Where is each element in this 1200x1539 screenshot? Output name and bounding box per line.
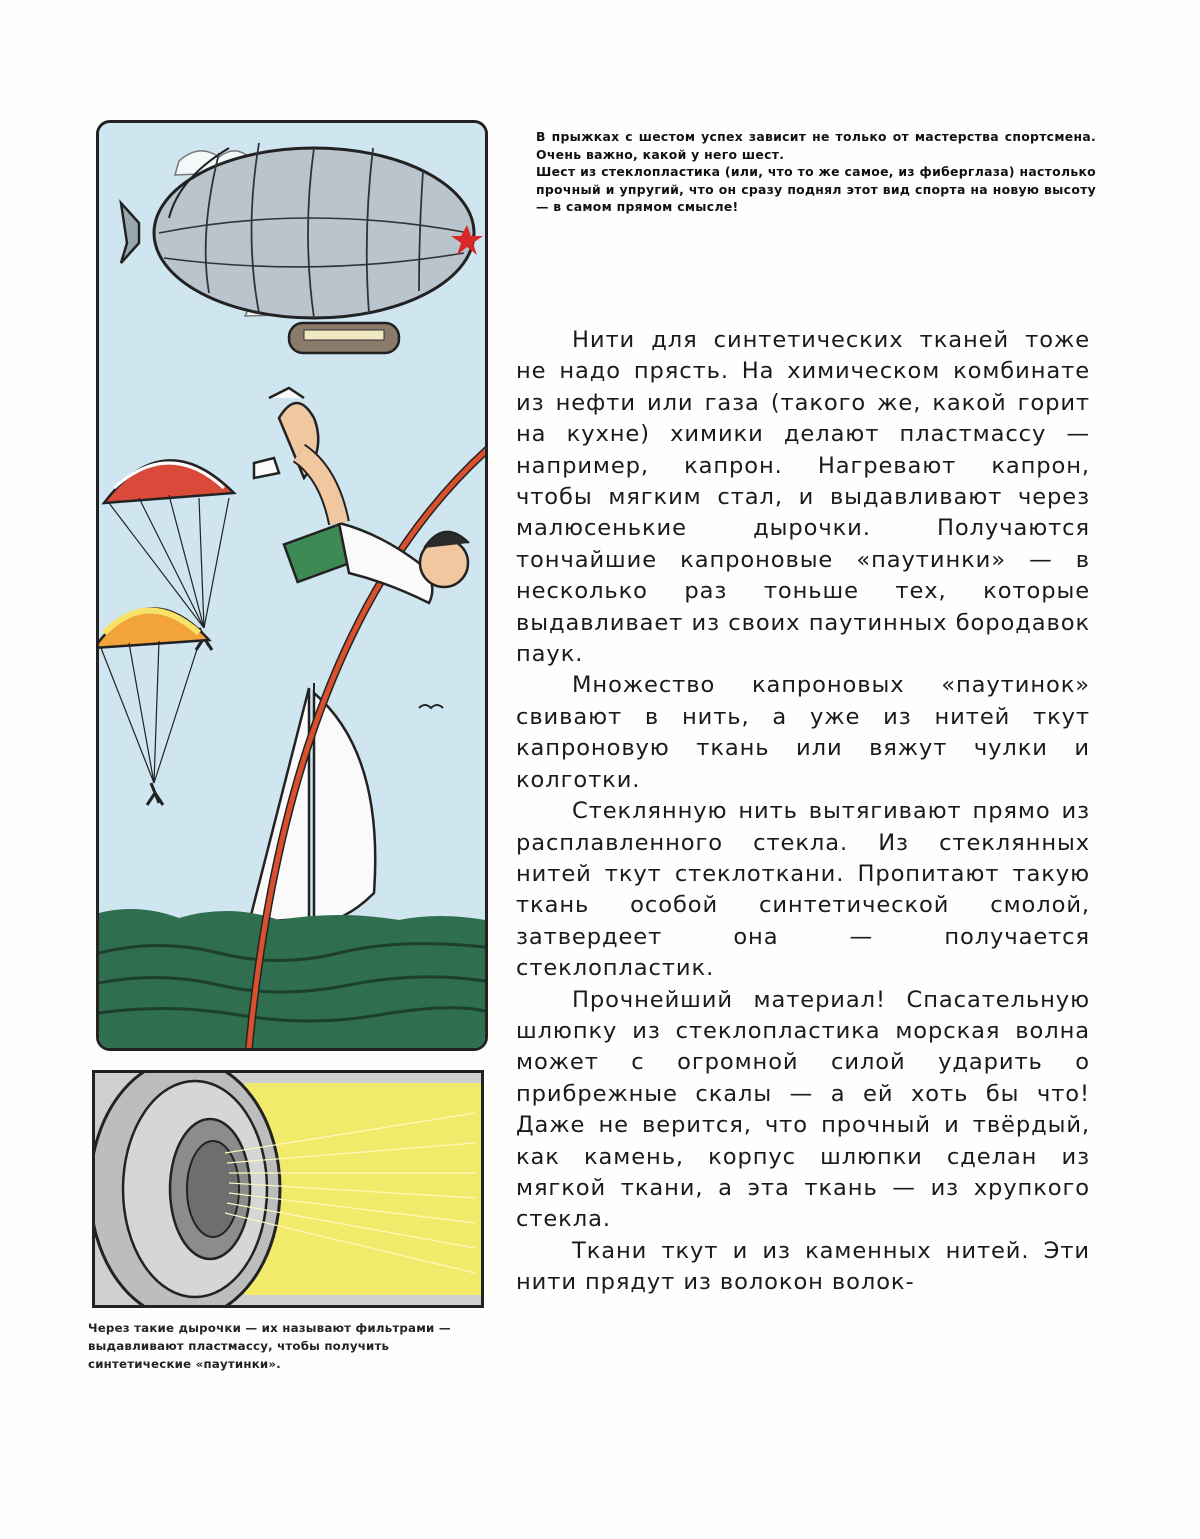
- body-text: [516, 325, 1090, 1299]
- paragraph: Ткани ткут и из каменных нитей. Эти нити прядут из волокон волок-: [516, 1236, 1090, 1299]
- illustration-spinneret: [92, 1070, 484, 1308]
- paragraph: Прочнейший материал! Спасательную шлюпку из стеклопластика морская волна может с огромной силой ударить о прибрежные скалы — а ей хоть бы что! Даже не верится, что прочный и твёрдый, как камень, корпус шлюпки сделан из мягкой ткани, а эта ткань — из хрупкого стекла.: [516, 985, 1090, 1236]
- caption-top-line-2: Шест из стеклопластика (или, что то же самое, из фиберглаза) настолько прочный и упругий, что он сразу поднял этот вид спорта на новую высоту — в самом прямом смысле!: [536, 163, 1096, 216]
- paragraph: Множество капроновых «паутинок» свивают в нить, а уже из нитей ткут капроновую ткань или вяжут чулки и колготки.: [516, 670, 1090, 796]
- paragraph: Нити для синтетических тканей тоже не надо прясть. На химическом комбинате из нефти или газа (такого же, какой горит на кухне) химики делают пластмассу — например, капрон. Нагревают капрон, чтобы мягким стал, и выдавливают через малюсенькие дырочки. Получаются тончайшие капроновые «паутинки» — в несколько раз тоньше тех, которые выдавливает из своих паутинных бородавок паук.: [516, 325, 1090, 670]
- caption-top-line-1: В прыжках с шестом успех зависит не только от мастерства спортсмена. Очень важно, какой у него шест.: [536, 128, 1096, 163]
- illustration-pole-vault: [96, 120, 488, 1051]
- paragraph: Стеклянную нить вытягивают прямо из расплавленного стекла. Из стеклянных нитей ткут стеклоткани. Пропитают такую ткань особой синтетической смолой, затвердеет она — получается стеклопластик.: [516, 796, 1090, 984]
- caption-top: [536, 128, 1096, 216]
- caption-bottom: Через такие дырочки — их называют фильтрами — выдавливают пластмассу, чтобы получить синтетические «паутинки».: [88, 1319, 488, 1373]
